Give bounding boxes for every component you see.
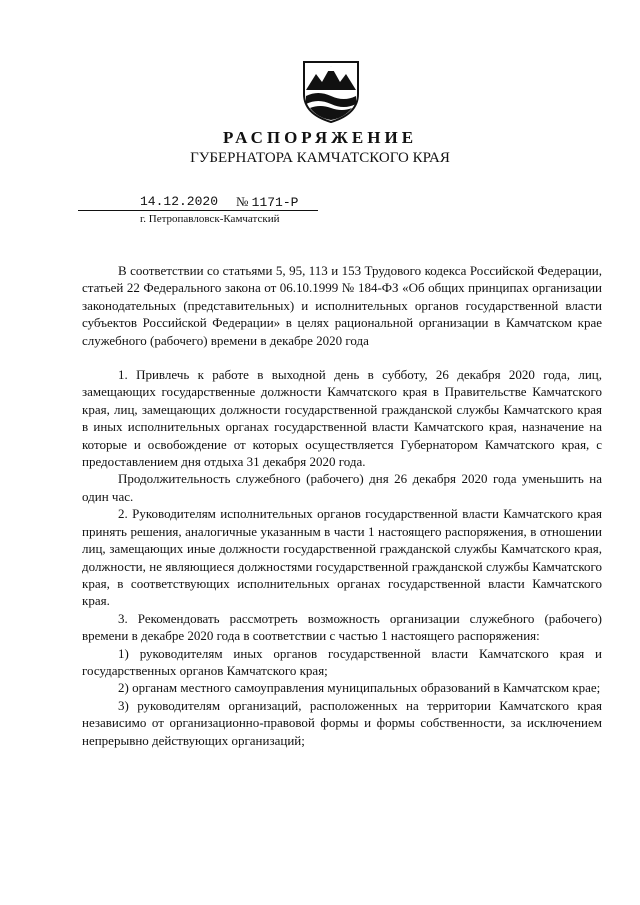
- number-sign: №: [236, 194, 249, 209]
- date-number-line: [78, 194, 318, 211]
- paragraph-3-item-2: 2) органам местного самоуправления муниципальных образований в Камчатском крае;: [118, 680, 601, 696]
- document-city: г. Петропавловск-Камчатский: [140, 213, 280, 225]
- document-date: 14.12.2020: [140, 194, 219, 209]
- paragraph-3-item-1: 1) руководителям иных органов государственной власти Камчатского края и государственных органов Камчатского края;: [82, 645, 602, 678]
- document-title: РАСПОРЯЖЕНИЕ: [222, 128, 418, 147]
- document-number: [236, 194, 298, 210]
- paragraph-3: 3. Рекомендовать рассмотреть возможность организации служебного (рабочего) времени в декабре 2020 года в соответствии с частью 1 настоящего распоряжения:: [82, 610, 602, 644]
- number-value: 1171-Р: [251, 195, 299, 210]
- document-subtitle: ГУБЕРНАТОРА КАМЧАТСКОГО КРАЯ: [190, 150, 450, 166]
- paragraph-1: 1. Привлечь к работе в выходной день в субботу, 26 декабря 2020 года, лиц, замещающих государственные должности Камчатского края в Правительстве Камчатского края, лиц, замещающих должности государственной гражданской службы Камчатского края в иных исполнительных органах государственной власти Камчатского края, назначение на которые и освобождение от которых осуществляется Губернатором Камчатского края, с предоставлением дня отдыха 31 декабря 2020 года.: [82, 367, 602, 470]
- kamchatka-emblem: [300, 60, 362, 124]
- paragraph-1-duration: Продолжительность служебного (рабочего) дня 26 декабря 2020 года уменьшить на один час.: [82, 471, 602, 504]
- paragraph-2: 2. Руководителям исполнительных органов государственной власти Камчатского края принять решения, аналогичные указанным в части 1 настоящего распоряжения, в отношении лиц, замещающих иные должности государственной гражданской службы Камчатского края, должности, не являющиеся должностями государственной гражданской службы Камчатского края, в соответствующих исполнительных органах государственной власти Камчатского края.: [82, 506, 602, 609]
- document-body: [82, 262, 602, 749]
- preamble: В соответствии со статьями 5, 95, 113 и 153 Трудового кодекса Российской Федерации, статьей 22 Федерального закона от 06.10.1999 № 184-ФЗ «Об общих принципах организации законодательных (представительных) и исполнительных органов государственной власти субъектов Российской Федерации» в целях рациональной организации в Камчатском крае служебного (рабочего) времени в декабре 2020 года: [82, 263, 602, 348]
- paragraph-3-item-3: 3) руководителям организаций, расположенных на территории Камчатского края независимо от организационно-правовой формы и формы собственности, за исключением непрерывно действующих организаций;: [82, 697, 602, 748]
